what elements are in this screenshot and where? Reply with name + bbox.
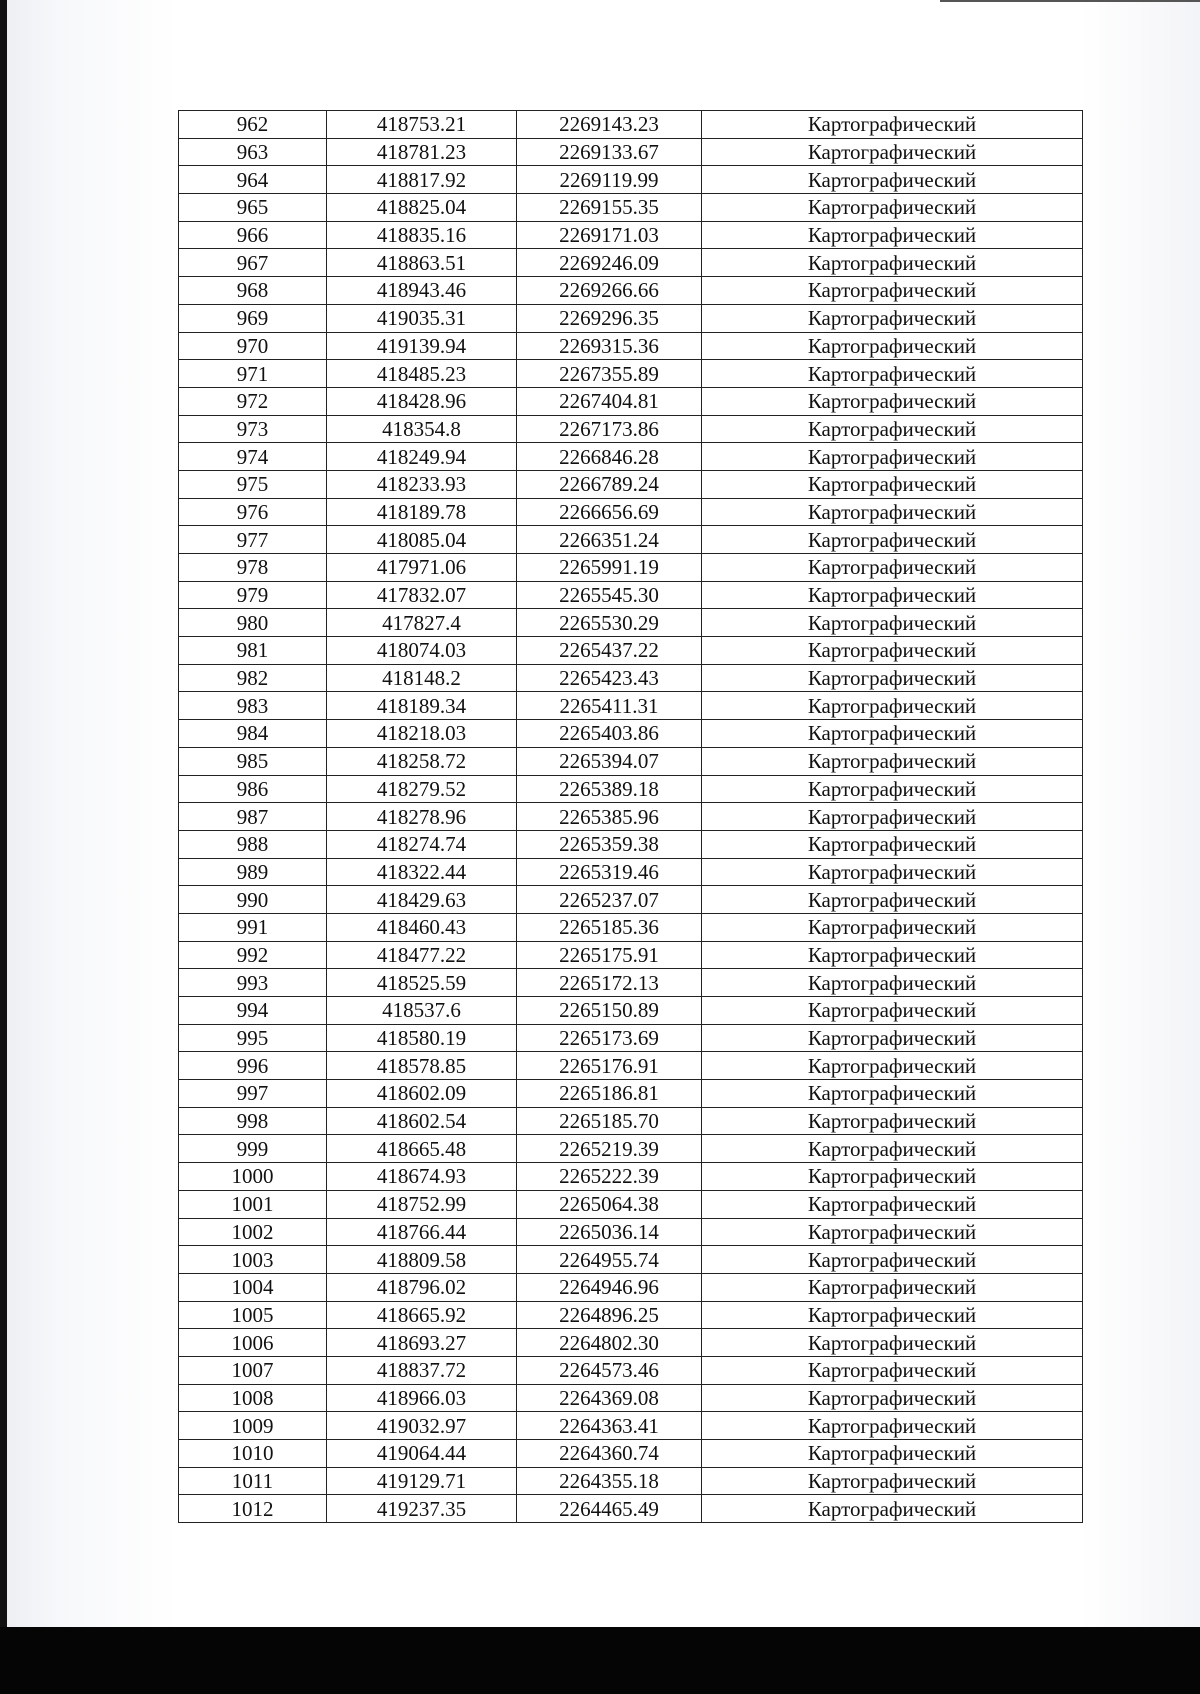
method-cell: Картографический bbox=[702, 609, 1083, 637]
point-number-cell: 976 bbox=[179, 498, 327, 526]
point-number-cell: 977 bbox=[179, 526, 327, 554]
x-coordinate-cell: 417832.07 bbox=[327, 581, 517, 609]
y-coordinate-cell: 2265991.19 bbox=[517, 554, 702, 582]
point-number-cell: 963 bbox=[179, 138, 327, 166]
y-coordinate-cell: 2265219.39 bbox=[517, 1135, 702, 1163]
table-row bbox=[179, 969, 1083, 997]
table-row bbox=[179, 138, 1083, 166]
point-number-cell: 968 bbox=[179, 277, 327, 305]
point-number-cell: 1012 bbox=[179, 1495, 327, 1523]
y-coordinate-cell: 2265389.18 bbox=[517, 775, 702, 803]
x-coordinate-cell: 418781.23 bbox=[327, 138, 517, 166]
table-row bbox=[179, 1467, 1083, 1495]
table-row bbox=[179, 221, 1083, 249]
x-coordinate-cell: 418580.19 bbox=[327, 1024, 517, 1052]
method-cell: Картографический bbox=[702, 1135, 1083, 1163]
x-coordinate-cell: 418537.6 bbox=[327, 997, 517, 1025]
point-number-cell: 1002 bbox=[179, 1218, 327, 1246]
coordinates-table-body bbox=[179, 111, 1083, 1523]
x-coordinate-cell: 418835.16 bbox=[327, 221, 517, 249]
x-coordinate-cell: 418085.04 bbox=[327, 526, 517, 554]
y-coordinate-cell: 2265172.13 bbox=[517, 969, 702, 997]
x-coordinate-cell: 418218.03 bbox=[327, 720, 517, 748]
method-cell: Картографический bbox=[702, 997, 1083, 1025]
point-number-cell: 990 bbox=[179, 886, 327, 914]
method-cell: Картографический bbox=[702, 1190, 1083, 1218]
point-number-cell: 969 bbox=[179, 304, 327, 332]
scan-bottom-band bbox=[0, 1627, 1200, 1694]
point-number-cell: 978 bbox=[179, 554, 327, 582]
point-number-cell: 1009 bbox=[179, 1412, 327, 1440]
x-coordinate-cell: 419129.71 bbox=[327, 1467, 517, 1495]
method-cell: Картографический bbox=[702, 803, 1083, 831]
table-row bbox=[179, 443, 1083, 471]
x-coordinate-cell: 418863.51 bbox=[327, 249, 517, 277]
x-coordinate-cell: 417971.06 bbox=[327, 554, 517, 582]
table-row bbox=[179, 387, 1083, 415]
point-number-cell: 980 bbox=[179, 609, 327, 637]
y-coordinate-cell: 2264355.18 bbox=[517, 1467, 702, 1495]
method-cell: Картографический bbox=[702, 1273, 1083, 1301]
x-coordinate-cell: 418602.54 bbox=[327, 1107, 517, 1135]
table-row bbox=[179, 304, 1083, 332]
y-coordinate-cell: 2264369.08 bbox=[517, 1384, 702, 1412]
y-coordinate-cell: 2266656.69 bbox=[517, 498, 702, 526]
y-coordinate-cell: 2265359.38 bbox=[517, 830, 702, 858]
y-coordinate-cell: 2269133.67 bbox=[517, 138, 702, 166]
point-number-cell: 975 bbox=[179, 470, 327, 498]
x-coordinate-cell: 418665.48 bbox=[327, 1135, 517, 1163]
x-coordinate-cell: 419035.31 bbox=[327, 304, 517, 332]
y-coordinate-cell: 2266846.28 bbox=[517, 443, 702, 471]
method-cell: Картографический bbox=[702, 1301, 1083, 1329]
x-coordinate-cell: 418460.43 bbox=[327, 913, 517, 941]
x-coordinate-cell: 418525.59 bbox=[327, 969, 517, 997]
table-row bbox=[179, 1024, 1083, 1052]
table-row bbox=[179, 1440, 1083, 1468]
table-row bbox=[179, 1218, 1083, 1246]
method-cell: Картографический bbox=[702, 1218, 1083, 1246]
y-coordinate-cell: 2265186.81 bbox=[517, 1080, 702, 1108]
y-coordinate-cell: 2265064.38 bbox=[517, 1190, 702, 1218]
scan-top-line bbox=[940, 0, 1200, 2]
x-coordinate-cell: 418693.27 bbox=[327, 1329, 517, 1357]
x-coordinate-cell: 418278.96 bbox=[327, 803, 517, 831]
x-coordinate-cell: 418485.23 bbox=[327, 360, 517, 388]
point-number-cell: 974 bbox=[179, 443, 327, 471]
table-row bbox=[179, 277, 1083, 305]
method-cell: Картографический bbox=[702, 498, 1083, 526]
method-cell: Картографический bbox=[702, 1412, 1083, 1440]
method-cell: Картографический bbox=[702, 304, 1083, 332]
method-cell: Картографический bbox=[702, 858, 1083, 886]
method-cell: Картографический bbox=[702, 1246, 1083, 1274]
point-number-cell: 1006 bbox=[179, 1329, 327, 1357]
x-coordinate-cell: 418429.63 bbox=[327, 886, 517, 914]
table-row bbox=[179, 747, 1083, 775]
table-row bbox=[179, 194, 1083, 222]
table-row bbox=[179, 1356, 1083, 1384]
point-number-cell: 982 bbox=[179, 664, 327, 692]
method-cell: Картографический bbox=[702, 415, 1083, 443]
method-cell: Картографический bbox=[702, 138, 1083, 166]
method-cell: Картографический bbox=[702, 913, 1083, 941]
y-coordinate-cell: 2264802.30 bbox=[517, 1329, 702, 1357]
y-coordinate-cell: 2269171.03 bbox=[517, 221, 702, 249]
y-coordinate-cell: 2265411.31 bbox=[517, 692, 702, 720]
point-number-cell: 973 bbox=[179, 415, 327, 443]
method-cell: Картографический bbox=[702, 387, 1083, 415]
x-coordinate-cell: 418825.04 bbox=[327, 194, 517, 222]
x-coordinate-cell: 418428.96 bbox=[327, 387, 517, 415]
point-number-cell: 995 bbox=[179, 1024, 327, 1052]
x-coordinate-cell: 418665.92 bbox=[327, 1301, 517, 1329]
y-coordinate-cell: 2267173.86 bbox=[517, 415, 702, 443]
table-row bbox=[179, 941, 1083, 969]
point-number-cell: 1005 bbox=[179, 1301, 327, 1329]
y-coordinate-cell: 2264573.46 bbox=[517, 1356, 702, 1384]
method-cell: Картографический bbox=[702, 277, 1083, 305]
table-row bbox=[179, 332, 1083, 360]
y-coordinate-cell: 2269246.09 bbox=[517, 249, 702, 277]
method-cell: Картографический bbox=[702, 111, 1083, 139]
point-number-cell: 996 bbox=[179, 1052, 327, 1080]
y-coordinate-cell: 2265036.14 bbox=[517, 1218, 702, 1246]
y-coordinate-cell: 2269155.35 bbox=[517, 194, 702, 222]
x-coordinate-cell: 418322.44 bbox=[327, 858, 517, 886]
method-cell: Картографический bbox=[702, 1467, 1083, 1495]
method-cell: Картографический bbox=[702, 526, 1083, 554]
x-coordinate-cell: 418753.21 bbox=[327, 111, 517, 139]
x-coordinate-cell: 418752.99 bbox=[327, 1190, 517, 1218]
y-coordinate-cell: 2265150.89 bbox=[517, 997, 702, 1025]
table-row bbox=[179, 637, 1083, 665]
method-cell: Картографический bbox=[702, 692, 1083, 720]
method-cell: Картографический bbox=[702, 1495, 1083, 1523]
y-coordinate-cell: 2265394.07 bbox=[517, 747, 702, 775]
method-cell: Картографический bbox=[702, 221, 1083, 249]
table-row bbox=[179, 886, 1083, 914]
method-cell: Картографический bbox=[702, 941, 1083, 969]
point-number-cell: 985 bbox=[179, 747, 327, 775]
point-number-cell: 1004 bbox=[179, 1273, 327, 1301]
y-coordinate-cell: 2264955.74 bbox=[517, 1246, 702, 1274]
method-cell: Картографический bbox=[702, 249, 1083, 277]
table-row bbox=[179, 1329, 1083, 1357]
y-coordinate-cell: 2264360.74 bbox=[517, 1440, 702, 1468]
method-cell: Картографический bbox=[702, 360, 1083, 388]
table-row bbox=[179, 415, 1083, 443]
x-coordinate-cell: 418189.34 bbox=[327, 692, 517, 720]
x-coordinate-cell: 418966.03 bbox=[327, 1384, 517, 1412]
table-row bbox=[179, 1246, 1083, 1274]
x-coordinate-cell: 418189.78 bbox=[327, 498, 517, 526]
table-row bbox=[179, 1190, 1083, 1218]
table-row bbox=[179, 1412, 1083, 1440]
y-coordinate-cell: 2265222.39 bbox=[517, 1163, 702, 1191]
table-row bbox=[179, 803, 1083, 831]
y-coordinate-cell: 2269296.35 bbox=[517, 304, 702, 332]
y-coordinate-cell: 2266351.24 bbox=[517, 526, 702, 554]
point-number-cell: 1007 bbox=[179, 1356, 327, 1384]
x-coordinate-cell: 418796.02 bbox=[327, 1273, 517, 1301]
y-coordinate-cell: 2264896.25 bbox=[517, 1301, 702, 1329]
table-row bbox=[179, 997, 1083, 1025]
method-cell: Картографический bbox=[702, 720, 1083, 748]
y-coordinate-cell: 2265237.07 bbox=[517, 886, 702, 914]
y-coordinate-cell: 2269266.66 bbox=[517, 277, 702, 305]
table-row bbox=[179, 554, 1083, 582]
y-coordinate-cell: 2265423.43 bbox=[517, 664, 702, 692]
x-coordinate-cell: 418074.03 bbox=[327, 637, 517, 665]
method-cell: Картографический bbox=[702, 637, 1083, 665]
point-number-cell: 984 bbox=[179, 720, 327, 748]
point-number-cell: 987 bbox=[179, 803, 327, 831]
y-coordinate-cell: 2264363.41 bbox=[517, 1412, 702, 1440]
point-number-cell: 970 bbox=[179, 332, 327, 360]
point-number-cell: 966 bbox=[179, 221, 327, 249]
y-coordinate-cell: 2266789.24 bbox=[517, 470, 702, 498]
table-row bbox=[179, 664, 1083, 692]
point-number-cell: 972 bbox=[179, 387, 327, 415]
y-coordinate-cell: 2265437.22 bbox=[517, 637, 702, 665]
table-row bbox=[179, 581, 1083, 609]
y-coordinate-cell: 2269143.23 bbox=[517, 111, 702, 139]
table-row bbox=[179, 858, 1083, 886]
table-row bbox=[179, 526, 1083, 554]
point-number-cell: 992 bbox=[179, 941, 327, 969]
y-coordinate-cell: 2265319.46 bbox=[517, 858, 702, 886]
table-row bbox=[179, 249, 1083, 277]
table-row bbox=[179, 1135, 1083, 1163]
x-coordinate-cell: 417827.4 bbox=[327, 609, 517, 637]
table-row bbox=[179, 1273, 1083, 1301]
method-cell: Картографический bbox=[702, 969, 1083, 997]
y-coordinate-cell: 2265173.69 bbox=[517, 1024, 702, 1052]
point-number-cell: 1003 bbox=[179, 1246, 327, 1274]
point-number-cell: 993 bbox=[179, 969, 327, 997]
x-coordinate-cell: 418279.52 bbox=[327, 775, 517, 803]
method-cell: Картографический bbox=[702, 554, 1083, 582]
y-coordinate-cell: 2269119.99 bbox=[517, 166, 702, 194]
method-cell: Картографический bbox=[702, 747, 1083, 775]
table-row bbox=[179, 1384, 1083, 1412]
x-coordinate-cell: 419064.44 bbox=[327, 1440, 517, 1468]
y-coordinate-cell: 2269315.36 bbox=[517, 332, 702, 360]
x-coordinate-cell: 418148.2 bbox=[327, 664, 517, 692]
table-row bbox=[179, 1163, 1083, 1191]
point-number-cell: 1008 bbox=[179, 1384, 327, 1412]
method-cell: Картографический bbox=[702, 443, 1083, 471]
y-coordinate-cell: 2265385.96 bbox=[517, 803, 702, 831]
x-coordinate-cell: 418809.58 bbox=[327, 1246, 517, 1274]
method-cell: Картографический bbox=[702, 664, 1083, 692]
method-cell: Картографический bbox=[702, 332, 1083, 360]
method-cell: Картографический bbox=[702, 581, 1083, 609]
y-coordinate-cell: 2265185.36 bbox=[517, 913, 702, 941]
table-row bbox=[179, 720, 1083, 748]
y-coordinate-cell: 2265175.91 bbox=[517, 941, 702, 969]
x-coordinate-cell: 418258.72 bbox=[327, 747, 517, 775]
x-coordinate-cell: 418578.85 bbox=[327, 1052, 517, 1080]
method-cell: Картографический bbox=[702, 775, 1083, 803]
table-row bbox=[179, 1052, 1083, 1080]
table-row bbox=[179, 1301, 1083, 1329]
x-coordinate-cell: 419032.97 bbox=[327, 1412, 517, 1440]
coordinates-table bbox=[178, 110, 1083, 1523]
method-cell: Картографический bbox=[702, 1384, 1083, 1412]
method-cell: Картографический bbox=[702, 1052, 1083, 1080]
table-row bbox=[179, 1495, 1083, 1523]
method-cell: Картографический bbox=[702, 1440, 1083, 1468]
method-cell: Картографический bbox=[702, 1107, 1083, 1135]
point-number-cell: 1011 bbox=[179, 1467, 327, 1495]
x-coordinate-cell: 418602.09 bbox=[327, 1080, 517, 1108]
table-row bbox=[179, 775, 1083, 803]
table-row bbox=[179, 830, 1083, 858]
x-coordinate-cell: 418249.94 bbox=[327, 443, 517, 471]
point-number-cell: 983 bbox=[179, 692, 327, 720]
table-row bbox=[179, 498, 1083, 526]
x-coordinate-cell: 418477.22 bbox=[327, 941, 517, 969]
x-coordinate-cell: 419237.35 bbox=[327, 1495, 517, 1523]
method-cell: Картографический bbox=[702, 1329, 1083, 1357]
method-cell: Картографический bbox=[702, 1024, 1083, 1052]
y-coordinate-cell: 2265403.86 bbox=[517, 720, 702, 748]
table-row bbox=[179, 166, 1083, 194]
method-cell: Картографический bbox=[702, 470, 1083, 498]
point-number-cell: 1000 bbox=[179, 1163, 327, 1191]
method-cell: Картографический bbox=[702, 1080, 1083, 1108]
point-number-cell: 979 bbox=[179, 581, 327, 609]
x-coordinate-cell: 418674.93 bbox=[327, 1163, 517, 1191]
x-coordinate-cell: 418817.92 bbox=[327, 166, 517, 194]
table-row bbox=[179, 692, 1083, 720]
y-coordinate-cell: 2265176.91 bbox=[517, 1052, 702, 1080]
point-number-cell: 997 bbox=[179, 1080, 327, 1108]
y-coordinate-cell: 2267404.81 bbox=[517, 387, 702, 415]
table-row bbox=[179, 360, 1083, 388]
point-number-cell: 999 bbox=[179, 1135, 327, 1163]
y-coordinate-cell: 2265545.30 bbox=[517, 581, 702, 609]
point-number-cell: 971 bbox=[179, 360, 327, 388]
x-coordinate-cell: 418837.72 bbox=[327, 1356, 517, 1384]
method-cell: Картографический bbox=[702, 166, 1083, 194]
method-cell: Картографический bbox=[702, 886, 1083, 914]
point-number-cell: 986 bbox=[179, 775, 327, 803]
point-number-cell: 1001 bbox=[179, 1190, 327, 1218]
method-cell: Картографический bbox=[702, 1356, 1083, 1384]
point-number-cell: 967 bbox=[179, 249, 327, 277]
point-number-cell: 988 bbox=[179, 830, 327, 858]
x-coordinate-cell: 418943.46 bbox=[327, 277, 517, 305]
table-row bbox=[179, 913, 1083, 941]
x-coordinate-cell: 418766.44 bbox=[327, 1218, 517, 1246]
method-cell: Картографический bbox=[702, 1163, 1083, 1191]
y-coordinate-cell: 2264946.96 bbox=[517, 1273, 702, 1301]
x-coordinate-cell: 418354.8 bbox=[327, 415, 517, 443]
point-number-cell: 981 bbox=[179, 637, 327, 665]
point-number-cell: 962 bbox=[179, 111, 327, 139]
point-number-cell: 965 bbox=[179, 194, 327, 222]
point-number-cell: 1010 bbox=[179, 1440, 327, 1468]
table-row bbox=[179, 609, 1083, 637]
method-cell: Картографический bbox=[702, 194, 1083, 222]
method-cell: Картографический bbox=[702, 830, 1083, 858]
y-coordinate-cell: 2265530.29 bbox=[517, 609, 702, 637]
y-coordinate-cell: 2264465.49 bbox=[517, 1495, 702, 1523]
scan-left-edge bbox=[0, 0, 7, 1694]
table-row bbox=[179, 1080, 1083, 1108]
point-number-cell: 964 bbox=[179, 166, 327, 194]
table-row bbox=[179, 111, 1083, 139]
point-number-cell: 989 bbox=[179, 858, 327, 886]
point-number-cell: 991 bbox=[179, 913, 327, 941]
point-number-cell: 994 bbox=[179, 997, 327, 1025]
point-number-cell: 998 bbox=[179, 1107, 327, 1135]
y-coordinate-cell: 2267355.89 bbox=[517, 360, 702, 388]
table-row bbox=[179, 1107, 1083, 1135]
x-coordinate-cell: 418274.74 bbox=[327, 830, 517, 858]
x-coordinate-cell: 418233.93 bbox=[327, 470, 517, 498]
table-row bbox=[179, 470, 1083, 498]
x-coordinate-cell: 419139.94 bbox=[327, 332, 517, 360]
y-coordinate-cell: 2265185.70 bbox=[517, 1107, 702, 1135]
